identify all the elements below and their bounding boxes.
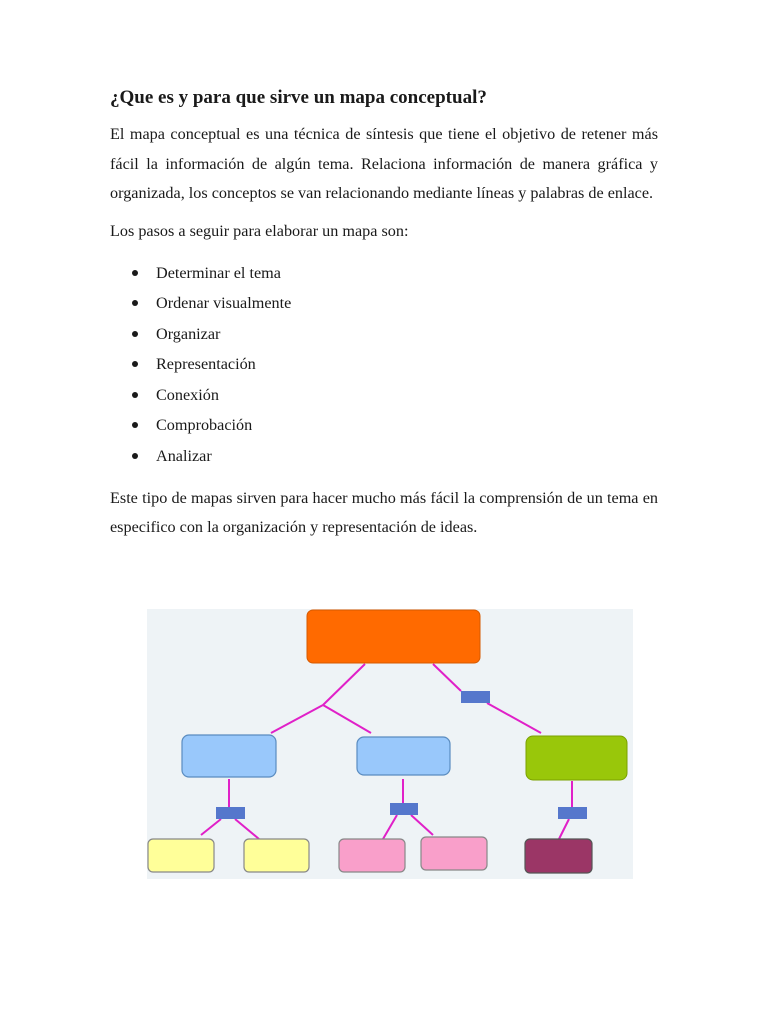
step-label: Organizar (156, 324, 221, 343)
root-node (307, 610, 480, 663)
step-label: Determinar el tema (156, 263, 281, 282)
step-item (110, 319, 658, 350)
leaf-node-yellow-2 (244, 839, 309, 872)
line-link-to-pink2 (411, 815, 433, 835)
leaf-node-yellow-1 (148, 839, 214, 872)
bullet-icon (132, 270, 138, 276)
step-label: Analizar (156, 447, 212, 466)
bullet-icon (132, 422, 138, 428)
concept-node-middle (357, 737, 450, 775)
line-junction-to-left (271, 705, 323, 733)
line-link-to-pink1 (383, 815, 397, 839)
document-page (110, 84, 658, 551)
step-label: Conexión (156, 385, 219, 404)
leaf-node-pink-1 (339, 839, 405, 872)
bullet-icon (132, 453, 138, 459)
line-root-to-green-lower (487, 703, 541, 733)
bullet-icon (132, 392, 138, 398)
leaf-node-pink-2 (421, 837, 487, 870)
bullet-icon (132, 300, 138, 306)
closing-paragraph: Este tipo de mapas sirven para hacer mucho más fácil la comprensión de un tema en especifico con la organización y representación de ideas. (110, 488, 658, 537)
link-word-right (558, 807, 587, 819)
steps-list (110, 258, 658, 472)
step-item (110, 410, 658, 441)
concept-node-left (182, 735, 276, 777)
step-item (110, 441, 658, 472)
step-item (110, 380, 658, 411)
concept-map-figure (147, 609, 633, 879)
step-item (110, 288, 658, 319)
line-link-to-purple (559, 819, 569, 839)
step-item (110, 258, 658, 289)
line-root-to-green-upper (433, 664, 461, 691)
concept-map-diagram (147, 609, 633, 879)
link-word-root-right (461, 691, 490, 703)
intro-paragraph: El mapa conceptual es una técnica de síntesis que tiene el objetivo de retener más fácil la información de algún tema. Relaciona información de manera gráfica y organizada, los conceptos se van relacionando mediante líneas y palabras de enlace. (110, 125, 658, 202)
document-title: ¿Que es y para que sirve un mapa conceptual? (110, 87, 487, 108)
line-root-to-junction (323, 664, 365, 705)
line-link-to-yellow2 (235, 819, 259, 839)
line-link-to-yellow1 (201, 819, 221, 835)
bullet-icon (132, 331, 138, 337)
steps-intro: Los pasos a seguir para elaborar un mapa son: (110, 221, 409, 240)
link-word-middle (390, 803, 418, 815)
bullet-icon (132, 361, 138, 367)
link-word-left (216, 807, 245, 819)
concept-node-right (526, 736, 627, 780)
step-label: Representación (156, 355, 256, 374)
step-label: Comprobación (156, 416, 253, 435)
leaf-node-purple (525, 839, 592, 873)
step-item (110, 349, 658, 380)
line-junction-to-middle (323, 705, 371, 733)
step-label: Ordenar visualmente (156, 294, 292, 313)
